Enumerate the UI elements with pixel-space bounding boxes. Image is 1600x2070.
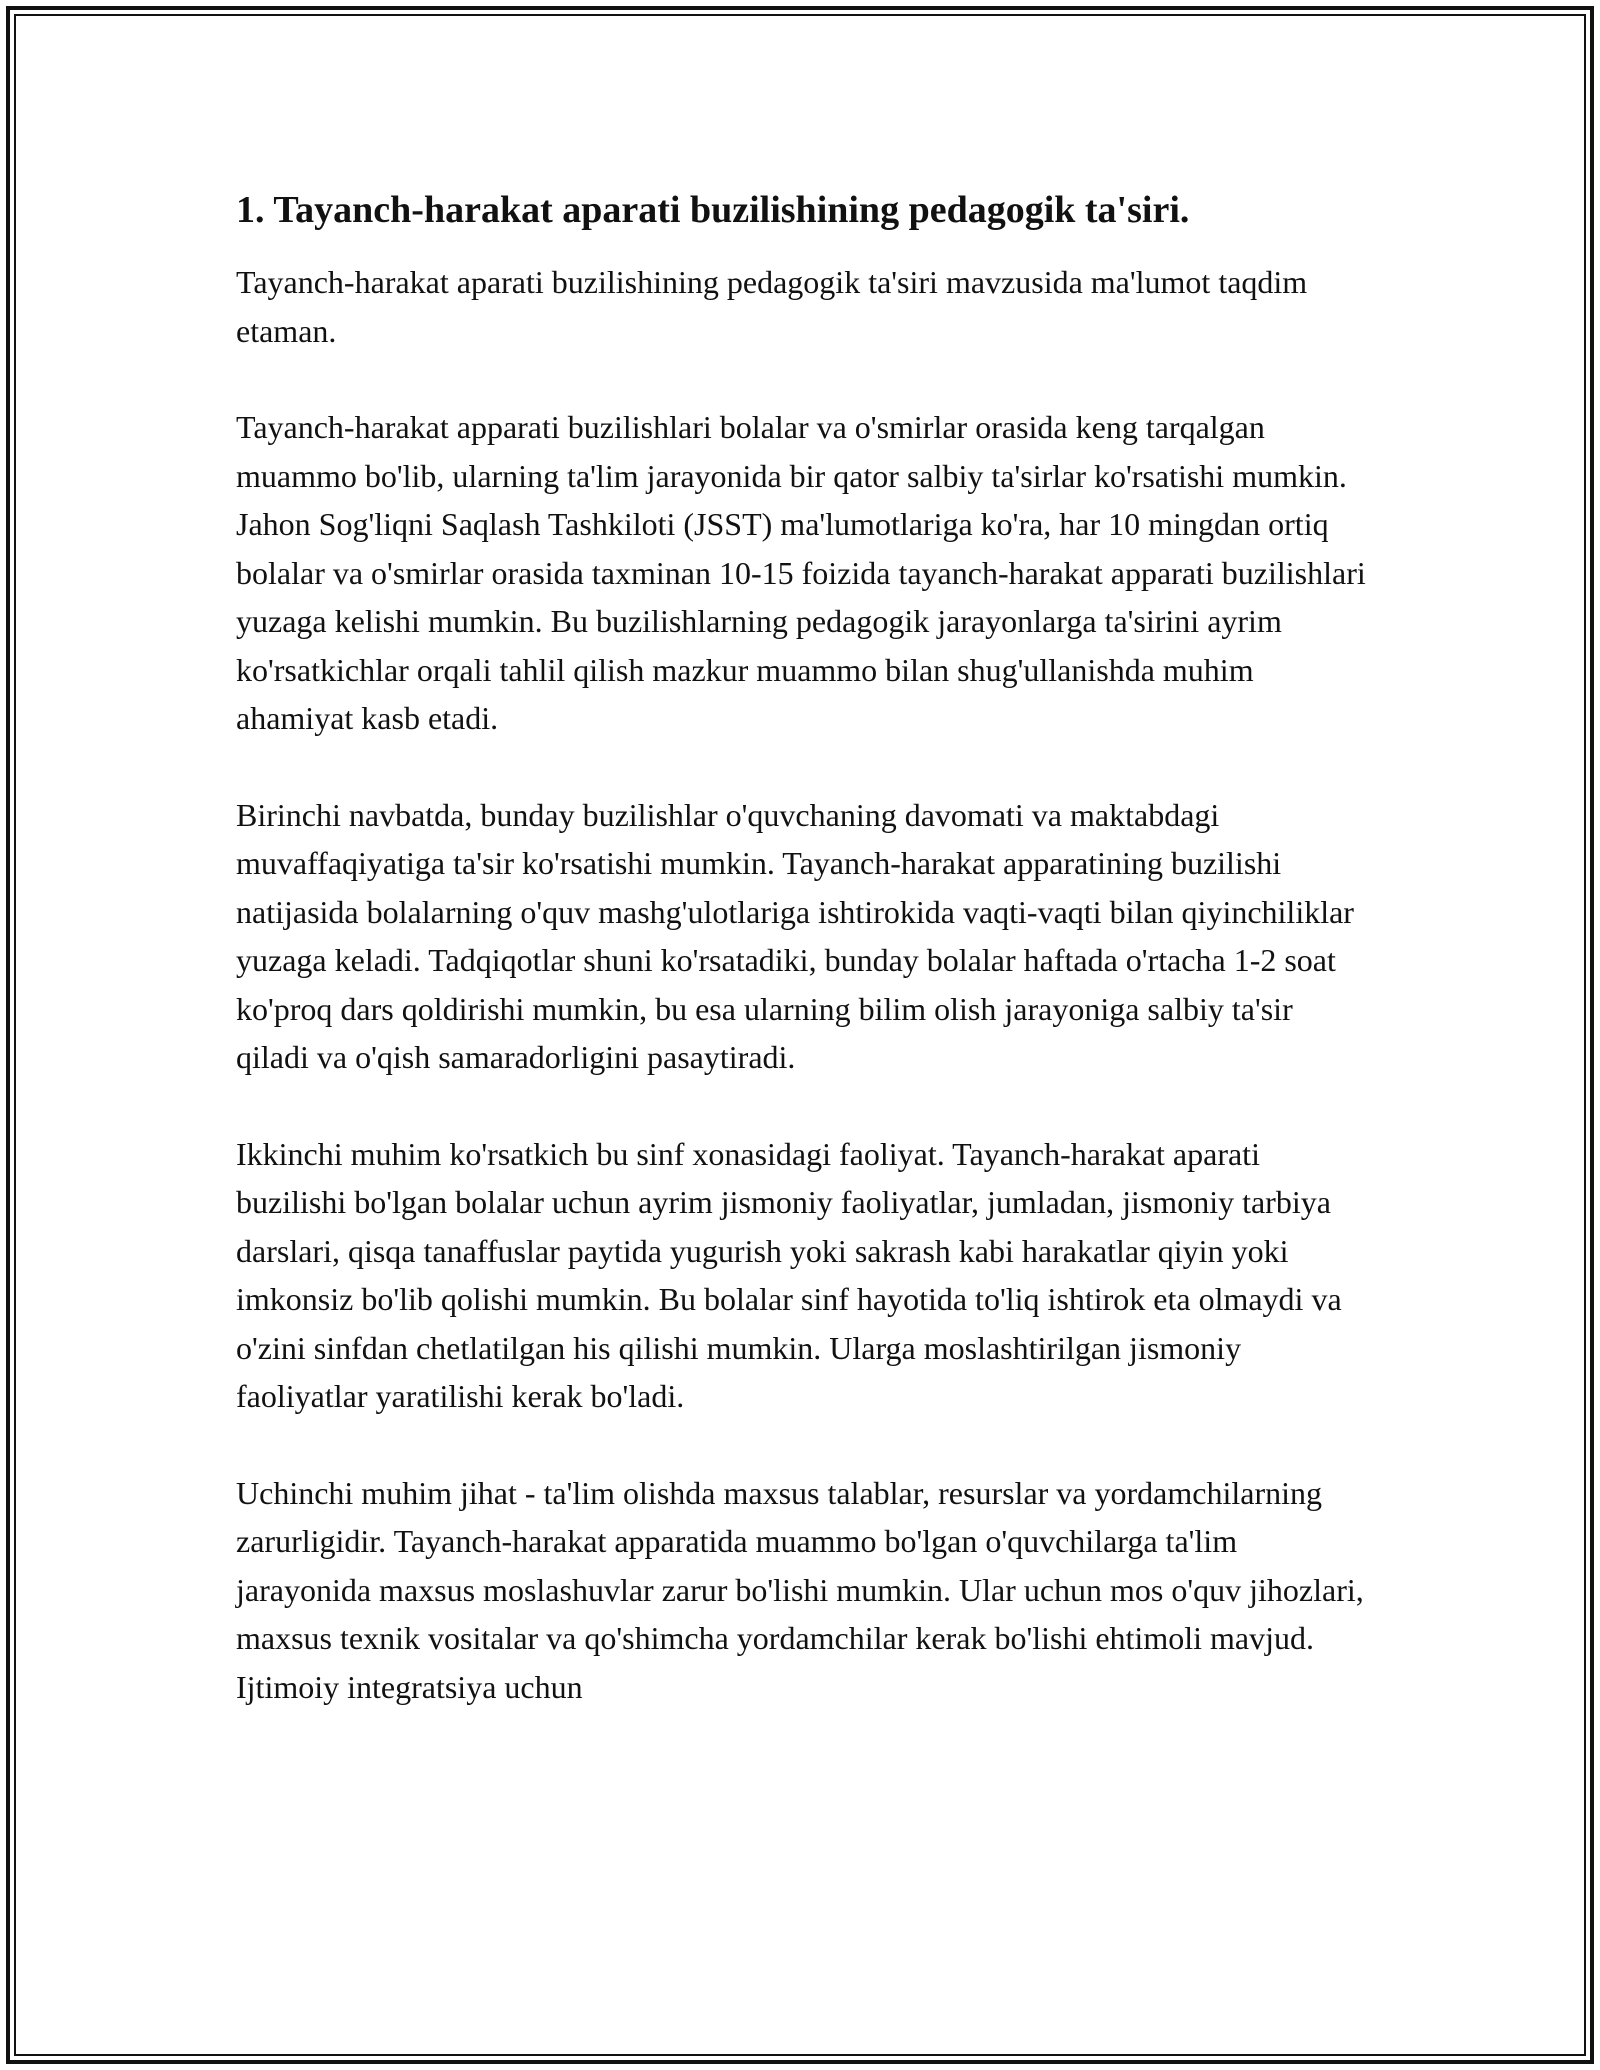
document-title: 1. Tayanch-harakat aparati buzilishining pedagogik ta'siri. — [236, 189, 1190, 231]
paragraph-classroom-activity: Ikkinchi muhim ko'rsatkich bu sinf xonasidagi faoliyat. Tayanch-harakat aparati buzilishi bo'lgan bolalar uchun ayrim jismoniy faoliyatlar, jumladan, jismoniy tarbiya darslari, qisqa tanaffuslar paytida yugurish yoki sakrash kabi harakatlar qiyin yoki imkonsiz bo'lib qolishi mumkin. Bu bolalar sinf hayotida to'liq ishtirok eta olmaydi va o'zini sinfdan chetlatilgan his qilishi mumkin. Ularga moslashtirilgan jismoniy faoliyatlar yaratilishi kerak bo'ladi. — [236, 1135, 1342, 1414]
paragraph-intro: Tayanch-harakat aparati buzilishining pedagogik ta'siri mavzusida ma'lumot taqdim etaman. — [236, 264, 1308, 349]
paragraph-prevalence: Tayanch-harakat apparati buzilishlari bolalar va o'smirlar orasida keng tarqalgan muammo bo'lib, ularning ta'lim jarayonida bir qator salbiy ta'sirlar ko'rsatishi mumkin. Jahon Sog'liqni Saqlash Tashkiloti (JSST) ma'lumotlariga ko'ra, har 10 mingdan ortiq bolalar va o'smirlar orasida taxminan 10-15 foizida tayanch-harakat apparati buzilishlari yuzaga kelishi mumkin. Bu buzilishlarning pedagogik jarayonlarga ta'sirini ayrim ko'rsatkichlar orqali tahlil qilish mazkur muammo bilan shug'ullanishda muhim ahamiyat kasb etadi. — [236, 409, 1366, 736]
document-body — [236, 186, 1366, 1759]
paragraph-attendance: Birinchi navbatda, bunday buzilishlar o'quvchaning davomati va maktabdagi muvaffaqiyatiga ta'sir ko'rsatishi mumkin. Tayanch-harakat apparatining buzilishi natijasida bolalarning o'quv mashg'ulotlariga ishtirokida vaqti-vaqti bilan qiyinchiliklar yuzaga keladi. Tadqiqotlar shuni ko'rsatadiki, bunday bolalar haftada o'rtacha 1-2 soat ko'proq dars qoldirishi mumkin, bu esa ularning bilim olish jarayoniga salbiy ta'sir qiladi va o'qish samaradorligini pasaytiradi. — [236, 796, 1354, 1075]
paragraph-special-needs: Uchinchi muhim jihat - ta'lim olishda maxsus talablar, resurslar va yordamchilarning zarurligidir. Tayanch-harakat apparatida muammo bo'lgan o'quvchilarga ta'lim jarayonida maxsus moslashuvlar zarur bo'lishi mumkin. Ular uchun mos o'quv jihozlari, maxsus texnik vositalar va qo'shimcha yordamchilar kerak bo'lishi ehtimoli mavjud. Ijtimoiy integratsiya uchun — [236, 1474, 1364, 1705]
